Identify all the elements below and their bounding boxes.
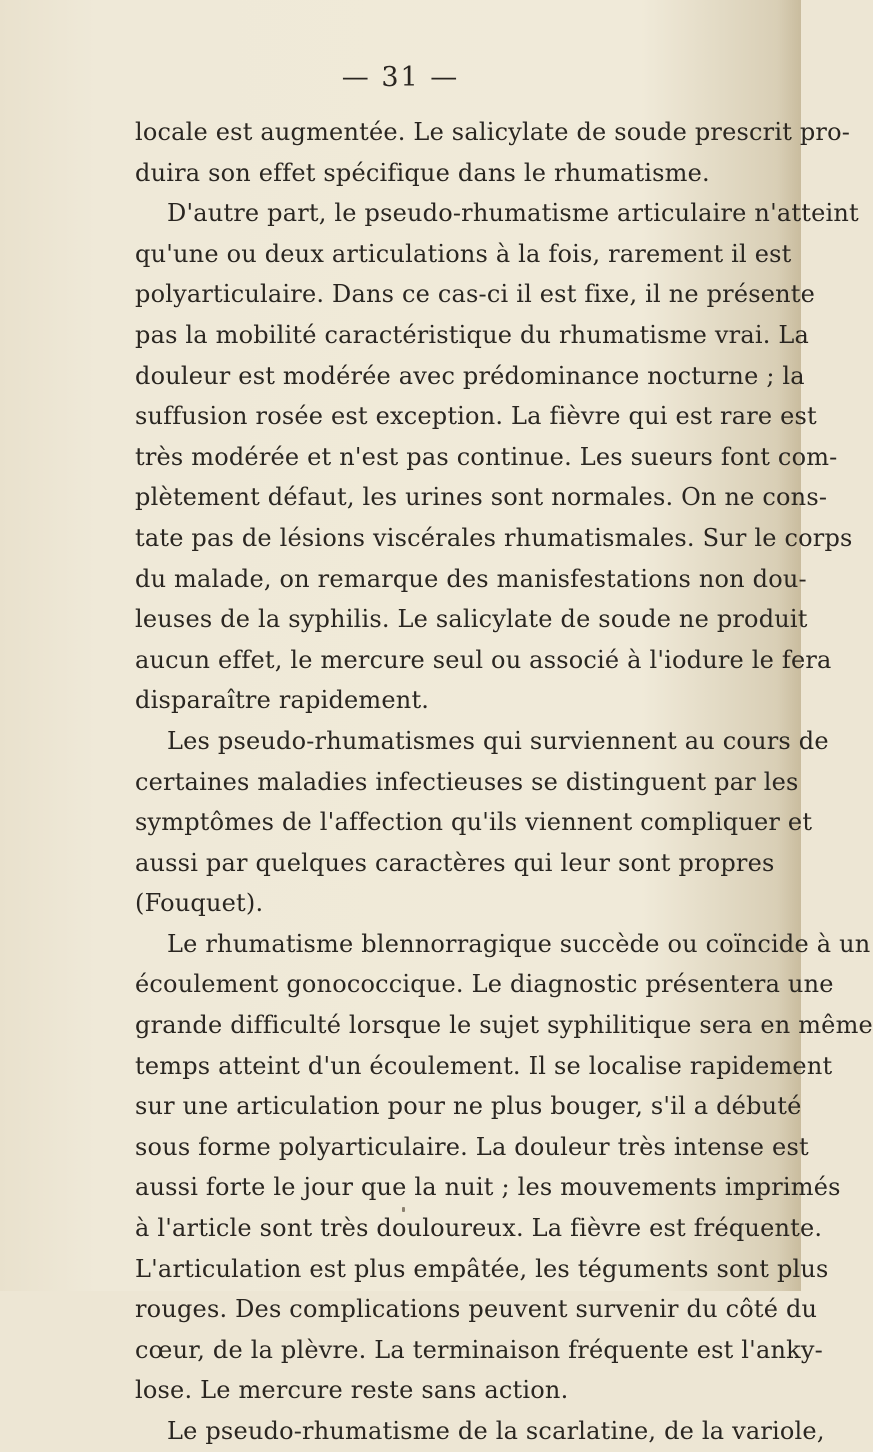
text-line: aussi par quelques caractères qui leur sont propres bbox=[135, 848, 775, 877]
text-line: duira son effet spécifique dans le rhumatisme. bbox=[135, 158, 710, 187]
text-line: pas la mobilité caractéristique du rhumatisme vrai. La bbox=[135, 320, 810, 349]
text-line: à l'article sont très douloureux. La fièvre est fréquente. bbox=[135, 1214, 823, 1243]
body-text bbox=[135, 112, 873, 1452]
text-line: très modérée et n'est pas continue. Les sueurs font com- bbox=[135, 442, 838, 471]
text-line: D'autre part, le pseudo-rhumatisme articulaire n'atteint bbox=[167, 199, 859, 228]
text-line: aussi forte le jour que la nuit ; les mouvements imprimés bbox=[135, 1173, 841, 1202]
text-line: sur une articulation pour ne plus bouger, s'il a débuté bbox=[135, 1092, 802, 1121]
text-line: aucun effet, le mercure seul ou associé à l'iodure le fera bbox=[135, 645, 832, 674]
print-speck bbox=[402, 1207, 405, 1212]
text-line: grande difficulté lorsque le sujet syphilitique sera en même bbox=[135, 1011, 873, 1040]
text-line: écoulement gonococcique. Le diagnostic présentera une bbox=[135, 970, 834, 999]
text-line: qu'une ou deux articulations à la fois, rarement il est bbox=[135, 239, 792, 268]
text-line: Les pseudo-rhumatismes qui surviennent au cours de bbox=[167, 726, 829, 755]
text-line: leuses de la syphilis. Le salicylate de soude ne produit bbox=[135, 605, 808, 634]
text-line: du malade, on remarque des manisfestations non dou- bbox=[135, 564, 807, 593]
page-number: — 31 — bbox=[341, 62, 460, 93]
text-line: L'articulation est plus empâtée, les téguments sont plus bbox=[135, 1254, 829, 1283]
text-line: douleur est modérée avec prédominance nocturne ; la bbox=[135, 361, 805, 390]
text-line: plètement défaut, les urines sont normales. On ne cons- bbox=[135, 483, 828, 512]
text-line: Le pseudo-rhumatisme de la scarlatine, de la variole, bbox=[167, 1417, 825, 1445]
text-line: cœur, de la plèvre. La terminaison fréquente est l'anky- bbox=[135, 1335, 823, 1364]
text-line: rouges. Des complications peuvent survenir du côté du bbox=[135, 1295, 818, 1324]
text-line: certaines maladies infectieuses se distinguent par les bbox=[135, 767, 799, 796]
text-line: polyarticulaire. Dans ce cas-ci il est fixe, il ne présente bbox=[135, 280, 816, 309]
text-line: temps atteint d'un écoulement. Il se localise rapidement bbox=[135, 1051, 833, 1080]
text-line: sous forme polyarticulaire. La douleur très intense est bbox=[135, 1132, 809, 1161]
text-line: (Fouquet). bbox=[135, 889, 264, 918]
text-line: disparaître rapidement. bbox=[135, 686, 430, 715]
text-line: symptômes de l'affection qu'ils viennent compliquer et bbox=[135, 808, 813, 837]
text-line: tate pas de lésions viscérales rhumatismales. Sur le corps bbox=[135, 523, 853, 552]
text-line: Le rhumatisme blennorragique succède ou coïncide à un bbox=[167, 929, 871, 958]
text-line: suffusion rosée est exception. La fièvre qui est rare est bbox=[135, 402, 817, 431]
text-line: lose. Le mercure reste sans action. bbox=[135, 1376, 569, 1405]
text-line: locale est augmentée. Le salicylate de soude prescrit pro- bbox=[135, 118, 851, 146]
